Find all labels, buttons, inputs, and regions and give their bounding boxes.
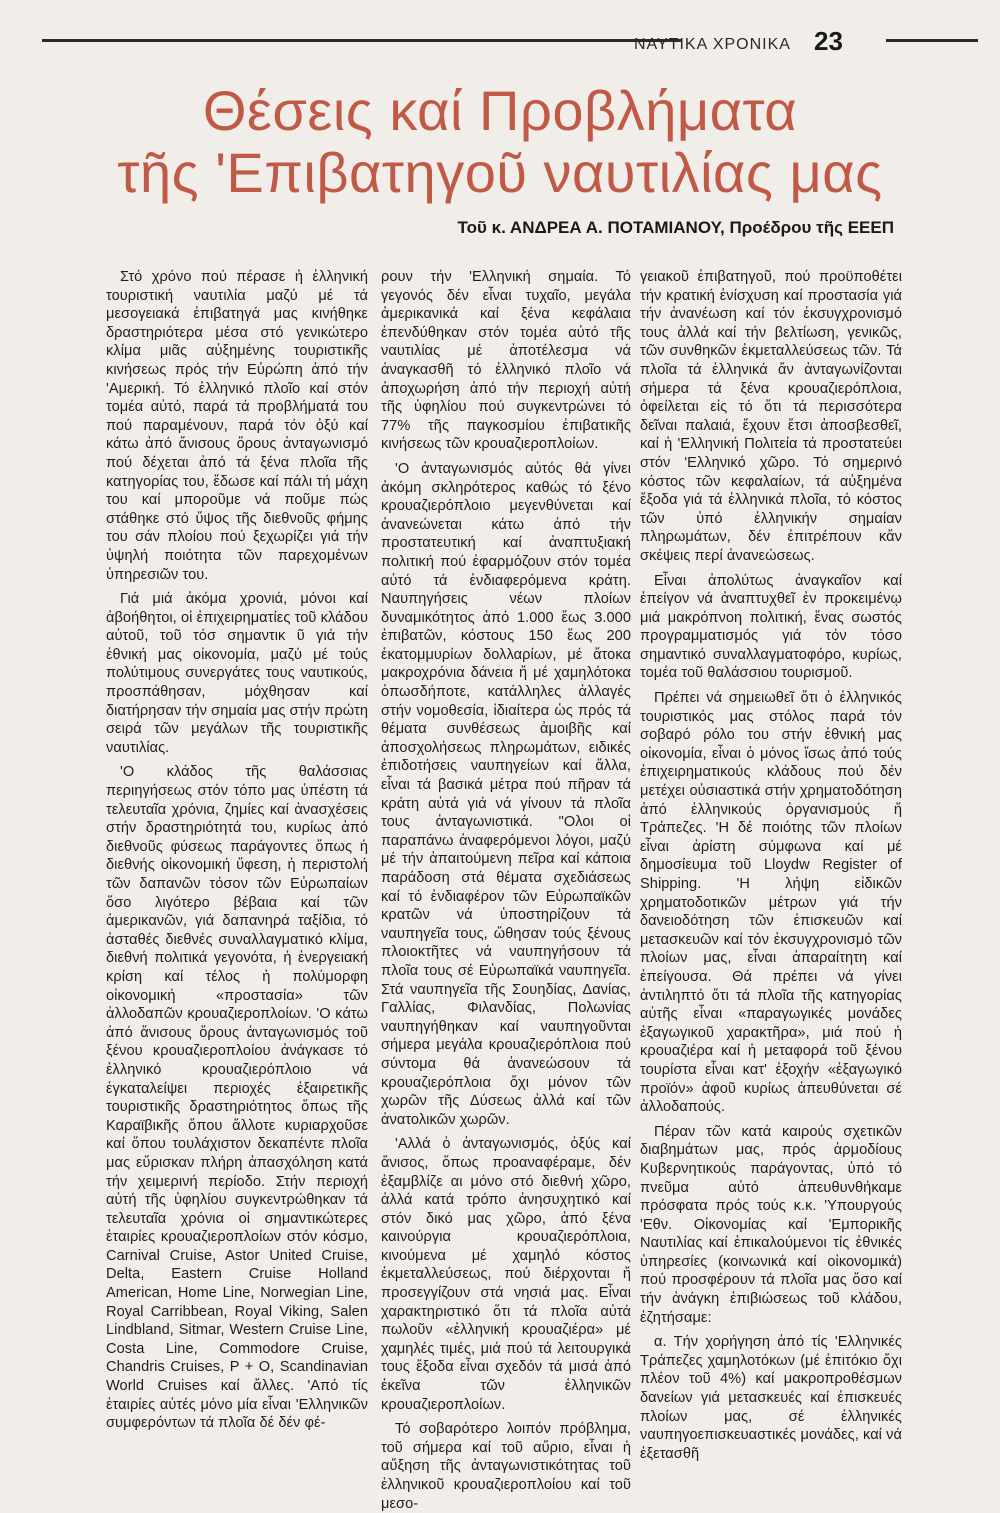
paragraph: 'Ο κλάδος τῆς θαλάσσιας περιηγήσεως στόν τόπο μας ὑπέστη τά τελευταῖα χρόνια, ζημίες καί ἀνασχέσεις στήν δραστηριότητά του, κυρίως ἀπό διεθνοῦς φύσεως παράγοντες ὅπως ἡ διεθνής οἰκονομική ὕφεση, ἡ περιστολή τῶν δαπανῶν τόσον τῶν Εὐρωπαίων ὅσο λιγότερο βέβαια καί τῶν ἀμερικανῶν, γιά δαπανηρά ταξίδια, τό ἀσταθές διεθνές συναλλαγματικό κλίμα, διεθνή πολιτικά γεγονότα, ἡ ἐνεργειακή κρίση καί τέλος ἡ πολύμορφη οἰκονομική «προστασία» τῶν ἀλλοδαπῶν κρουαζιεροπλοίων. 'Ο κάτω ἀπό ἄνισους ὅρους ἀνταγωνισμός τοῦ ξένου κρουαζιεροπλοίου ἀνάγκασε τό ἑλληνικό κρουαζιερόπλοιο νά ἐγκαταλείψει περιοχές ἐξαιρετικῆς τουριστικῆς δραστηριότητος ὅπως τῆς Καραϊβικῆς ὅπου ἄλλοτε κυριαρχοῦσε καί ὅπου τουλάχιστον δεκαπέντε πλοῖα μας εὕρισκαν πλήρη ἀπασχόληση κατά τήν χειμερινή περίοδο. Στήν περιοχή αὐτή τῆς ὑφηλίου συγκεντρώθηκαν τά τελευταῖα χρόνια οἱ σημαντικώτερες ἑταιρίες κρουαζιεροπλοίων στόν κόσμο, Carnival Cruise, Astor United Cruise, Delta, Eastern Cruise Holland American, Home Line, Norwegian Line, Royal Carribbean, Royal Viking, Salen Lindbland, Sitmar, Western Cruise Line, Costa Line, Commodore Cruise, Chandris Cruises, P + O, Scandinavian World Cruises καί ἄλλες. 'Από τίς ἑταιρίες αὐτές μόνο μία εἶναι 'Ελληνικῶν συμφερόντων τά πλοῖα δέ δέν φέ- [106, 764, 368, 1432]
column-2 [381, 268, 631, 1512]
article-title [0, 80, 1000, 204]
column-1 [106, 268, 368, 1432]
column-3 [640, 268, 902, 1462]
paragraph: Τό σοβαρότερο λοιπόν πρόβλημα, τοῦ σήμερα καί τοῦ αὔριο, εἶναι ἡ αὔξηση τῆς ἀνταγωνιστικότητας τοῦ ἑλληνικοῦ κρουαζιεροπλοίου καί τοῦ μεσο- [381, 1421, 631, 1512]
header-rule-right [886, 39, 978, 42]
page-number: 23 [814, 26, 843, 56]
publication-name: ΝΑΥΤΙΚΑ ΧΡΟΝΙΚΑ [634, 36, 791, 53]
header-rule-left [42, 39, 682, 42]
page-header [30, 28, 978, 58]
title-line-2: τῆς 'Επιβατηγοῦ ναυτιλίας μας [117, 141, 883, 204]
paragraph: 'Αλλά ὁ ἀνταγωνισμός, ὀξύς καί ἄνισος, ὅπως προαναφέραμε, δέν ἐξαμβλίζε αι μόνο στό διεθνή χῶρο, ἀλλά κατά τρόπο ἀνησυχητικό καί στόν δικό μας χῶρο, ἀπό ξένα καινούργια κρουαζιερόπλοια, κινούμενα μέ χαμηλό κόστος ἐκμεταλλεύσεως, πού διέρχονται ἤ προσεγγίζουν στά νησιά μας. Εἶναι χαρακτηριστικό ὅτι τά πλοῖα αὐτά πωλοῦν «ἑλληνική κρουαζιέρα» μέ χαμηλές τιμές, μιά πού τά λειτουργικά τους ἔξοδα εἶναι σχεδόν τά μισά ἀπό ἐκεῖνα τῶν ἑλληνικῶν κρουαζιεροπλοίων. [381, 1136, 631, 1413]
paragraph: Γιά μιά ἀκόμα χρονιά, μόνοι καί ἀβοήθητοι, οἱ ἐπιχειρηματίες τοῦ κλάδου αὐτοῦ, τοῦ τόσ σημαντικ ῦ γιά τήν ἐθνική μας οἰκονομία, μαζύ μέ τούς πολύτιμους συνεργάτες τους ναυτικούς, προσπάθησαν, μόχθησαν καί διατήρησαν τήν σημαία μας στήν πρώτη σειρά τῶν μεγάλων τῆς τουριστικῆς ναυτιλίας. [106, 591, 368, 756]
paragraph: Πέραν τῶν κατά καιρούς σχετικῶν διαβημάτων μας, πρός ἁρμοδίους Κυβερνητικούς παράγοντας, ὑπό τό πνεῦμα αὐτό ἀπευθυνθήκαμε πρόσφατα πρός τούς κ.κ. 'Υπουργούς 'Εθν. Οἰκονομίας καί 'Εμπορικῆς Ναυτιλίας καί ἐπικαλούμενοι τίς ἐθνικές ὑπηρεσίες (κοινωνικά καί οἰκονομικά) πού προσφέρουν τά πλοῖα μας ὅσο καί τήν ἀνάγκη ἐπιβιώσεως τοῦ κλάδου, ἐζητήσαμε: [640, 1123, 902, 1326]
paragraph: ρουν τήν 'Ελληνική σημαία. Τό γεγονός δέν εἶναι τυχαῖο, μεγάλα ἀμερικανικά καί ξένα κεφάλαια ἐπενδύθηκαν στόν τομέα αὐτό τῆς ναυτιλίας μέ ἀποτέλεσμα νά ἀναγκασθῆ τό ἑλληνικό πλοῖο νά ἀποχωρήση ἀπό τήν περιοχή αὐτή τῆς ὑφηλίου πού συγκεντρώνει τό 77% τῆς παγκοσμίου ἐπιβατικῆς κινήσεως τῶν κρουαζιεροπλοίων. [381, 269, 631, 453]
paragraph: Πρέπει νά σημειωθεῖ ὅτι ὁ ἑλληνικός τουριστικός μας στόλος παρά τόν σοβαρό ρόλο του στήν ἐθνική μας οἰκονομία, εἶναι ὁ μόνος ἴσως ἀπό τούς ἐπιχειρηματικούς κλάδους πού δέν μετέχει οὐσιαστικά στήν χρηματοδότηση ἀπό ἑλληνικούς ὀργανισμούς ἤ Τράπεζες. 'Η δέ ποιότης τῶν πλοίων εἶναι ἀρίστη σύμφωνα καί μέ δημοσίευμα τοῦ Lloydw Register of Shipping. 'Η λήψη εἰδικῶν χρηματοδοτικῶν μέτρων γιά τήν δανειοδότηση τῶν ἐπισκευῶν καί μετασκευῶν καί τόν ἐκσυγχρονισμό τῶν πλοίων μας, εἶναι ἀπαραίτητη καί ἐπείγουσα. Θά πρέπει νά γίνει ἀντιληπτό ὅτι τά πλοῖα τῆς κατηγορίας αὐτῆς εἶναι «παραγωγικές μονάδες ἐξαγωγικοῦ χαρακτῆρα», μιά πού ἡ κρουαζιέρα καί ἡ μεταφορά τοῦ ξένου τουρίστα εἶναι κατ' ἐξοχήν «ἐξαγωγικό προϊόν» ἀφοῦ κυρίως ἀπευθύνεται σέ ἀλλοδαπούς. [640, 690, 902, 1116]
paragraph: α. Τήν χορήγηση ἀπό τίς 'Ελληνικές Τράπεζες χαμηλοτόκων (μέ ἐπιτόκιο ὄχι πλέον τοῦ 4%) καί μακροπροθέσμων δανείων γιά μετασκευές καί ἐπισκευές πλοίων μας, σέ ἑλληνικές ναυπηγοεπισκευαστικές μονάδες, καί νά ἐξετασθῆ [640, 1334, 902, 1462]
paragraph: 'Ο ἀνταγωνισμός αὐτός θά γίνει ἀκόμη σκληρότερος καθώς τό ξένο κρουαζιερόπλοιο μεγενθύνεται καί ἀνανεώνεται κάτω ἀπό τήν προστατευτική καί ἀναπτυξιακή πολιτική πού ἐφαρμόζουν στόν τομέα αὐτό τά ἐνδιαφερόμενα κράτη. Ναυπηγήσεις νέων πλοίων δυναμικότητος ἀπό 1.000 ἕως 3.000 ἐπιβατῶν, κόστους 150 ἕως 200 ἑκατομμυρίων δολλαρίων, μέ ἄτοκα μακροχρόνια δάνεια ἤ μέ χαμηλότοκα ὁπωσδήποτε, κατάλληλες ἀλλαγές στήν νομοθεσία, ἰδιαίτερα ὡς πρός τά θέματα συνθέσεως ἀμοιβῆς καί ἀποσχολήσεως πληρωμάτων, ειδικές ἐπιδοτήσεις ναυπηγείων καί ἄλλα, εἶναι τά βασικά μέτρα πού πῆραν τά κράτη αὐτά γιά νά γίνουν τά πλοῖα τους ἀνταγωνιστικά. "Ολοι οἱ παραπάνω ἀναφερόμενοι λόγοι, μαζύ μέ τήν ἀπαιτούμενη πεῖρα καί κάποια παράδοση στά θέματα σχεδιάσεως καί τό ἐνδιαφέρον τῶν Εὐρωπαϊκῶν κρατῶν νά ὑποστηρίζουν τά ναυπηγεῖα τους, ὤθησαν τούς ξένους πλοιοκτῆτες νά ναυπηγήσουν τά πλοῖα τους σέ Εὐρωπαϊκά ναυπηγεῖα. Στά ναυπηγεῖα τῆς Σουηδίας, Δανίας, Γαλλίας, Φιλανδίας, Πολωνίας ναυπηγήθηκαν καί ναυπηγοῦνται σήμερα μεγάλα κρουαζιερόπλοια πού σύντομα θά ἀνανεώσουν τά κρουαζιερόπλοια ὄχι μόνον τῶν χωρῶν τῆς Δύσεως ἀλλά καί τῶν ἀνατολικῶν χωρῶν. [381, 460, 631, 1128]
paragraph: γειακοῦ ἐπιβατηγοῦ, πού προϋποθέτει τήν κρατική ἐνίσχυση καί προστασία γιά τήν ἀνανέωση καί τόν ἐκσυγχρονισμό τους ἀλλά καί τήν βελτίωση, γενικῶς, τῶν συνθηκῶν ἐκμεταλλεύσεως τῶν. Τά πλοῖα τά ἑλληνικά ἄν ἀνταγωνίζονται σήμερα τά ξένα κρουαζιερόπλοια, ὀφείλεται εἰς τό ὅτι τά περισσότερα δεῖναι παλαιά, ἔχουν ἔτσι ἀποσβεσθεῖ, καί ἡ 'Ελληνική Πολιτεία τά προστατεύει στόν 'Ελληνικό χῶρο. Τό σημερινό κόστος τῶν κεφαλαίων, τά αὐξημένα ἔξοδα γιά τά ἑλληνικά πλοῖα, τό κόστος τῶν ὑπό ἑλληνικήν σημαίαν πληρωμάτων, δέν ἐπιτρέπουν κἄν σκέψεις περί ἀνανεώσεως. [640, 269, 902, 564]
article-body [0, 268, 1000, 1512]
title-line-1: Θέσεις καί Προβλήματα [202, 79, 798, 142]
article-byline: Τοῦ κ. ΑΝΔΡΕΑ Α. ΠΟΤΑΜΙΑΝΟΥ, Προέδρου τῆς ΕΕΕΠ [457, 218, 894, 237]
paragraph: Στό χρόνο πού πέρασε ἡ ἑλληνική τουριστική ναυτιλία μαζύ μέ τά μεσογειακά ἐπιβατηγά μας κινήθηκε δραστηριότερα μέσα στό γενικώτερο κλίμα μιᾶς αὐξημένης τουριστικῆς κινήσεως πρός τήν Εὐρώπη ἀπό τήν 'Αμερική. Τό ἑλληνικό πλοῖο καί στόν τομέα αὐτό, παρά τά προβλήματά του πού παραμένουν, παρά τόν ὀξύ καί κάτω ἀπό ἄνισους ὅρους ἀνταγωνισμό πού δέχεται ἀπό τά ξένα πλοῖα τῆς κατηγορίας του, ἔδωσε καί πάλι τή μάχη του καί μποροῦμε νά ποῦμε πώς στάθηκε στό ὕψος τῆς διεθνοῦς φήμης του σάν πλοίου πού ξεχωρίζει γιά τήν ὑψηλή ποιότητα τῶν παρεχομένων ὑπηρεσιῶν του. [106, 269, 368, 583]
paragraph: Εἶναι ἀπολύτως ἀναγκαῖον καί ἐπείγον νά ἀναπτυχθεῖ ἐν προκειμένῳ μιά μακρόπνοη πολιτική, ἕνας σωστός προγραμματισμός γιά τόν τόσο σημαντικό συναλλαγματοφόρο, κυρίως, τομέα τοῦ θαλάσσιου τουρισμοῦ. [640, 572, 902, 682]
